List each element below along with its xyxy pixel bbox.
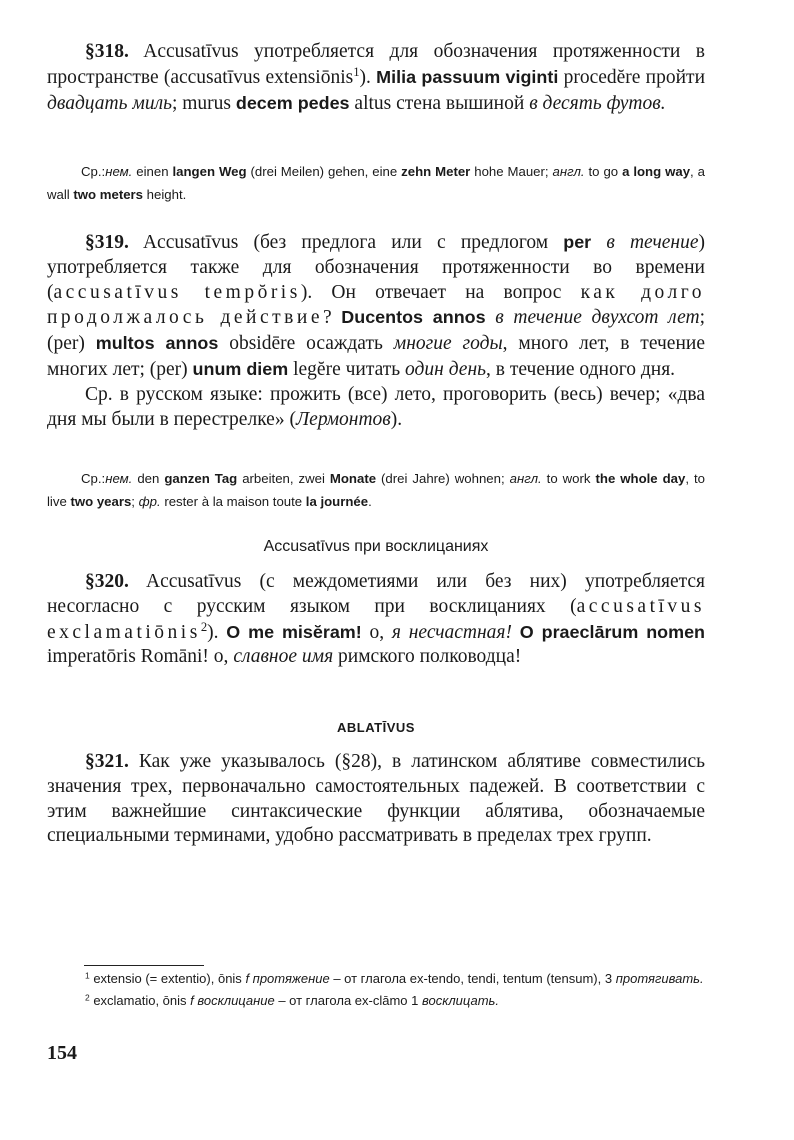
section-number: §319. <box>85 232 129 253</box>
footnote-2: $^2$ exclamatio, ōnis f восклицание – от глагола ex-clāmo 1 восклицать. <box>85 992 500 1008</box>
section-number: §321. <box>85 751 129 772</box>
paragraph-318: §318. Accusatīvus употребляется для обозначения протяженности в пространстве (accusatīvus extensiōnis$^1$). Milia passuum viginti procedĕre пройти двадцать миль; murus decem pedes altus стена вышиной в десять футов. <box>47 41 706 114</box>
comparison-note-318: Ср.:нем. einen langen Weg (drei Meilen) gehen, eine zehn Meter hohe Mauer; англ. to go a long way, a wall two meters height. <box>47 164 705 202</box>
section-heading: Accusatīvus при восклицаниях <box>263 538 489 555</box>
latin-example: decem pedes <box>235 92 350 113</box>
footnote-divider <box>84 965 204 966</box>
latin-example: Milia passuum viginti <box>376 66 559 87</box>
footnotes <box>47 968 705 1012</box>
paragraph-321: §321. Как уже указывалось (§28), в латинском аблятиве совместились значения трех, первоначально самостоятельных падежей. В соответствии с этим важнейшие синтаксические функции аблятива, обозначаемые специальными терминами, удобно рассматривать в пределах трех групп. <box>47 751 705 847</box>
paragraph-319: §319. Accusatīvus (без предлога или с предлогом per в течение) употребляется также для обозначения протяженности во времени (accusatīvus tempŏris). Он отвечает на вопрос как долго продолжалось действие? Ducentos annos в течение двухсот лет; (per) multos annos obsidēre осаждать многие годы, много лет, в течение многих лет; (per) unum diem legĕre читать один день, в течение одного дня. Ср. в русском языке: прожить (все) лето, проговорить (весь) вечер; «два дня мы были в перестрелке» (Лермонтов). <box>47 232 706 430</box>
section-number: §320. <box>85 571 129 592</box>
section-number: §318. <box>85 41 129 62</box>
translation: в десять футов. <box>529 92 666 114</box>
translation: двадцать миль <box>47 92 172 114</box>
footnote-ref-2[interactable]: 2 <box>200 619 208 634</box>
paragraph-320: §320. Accusatīvus (с междометиями или без них) употребляется несогласно с русским языком при восклицаниях (accusatīvus exclamatiōnis$^2$). O me misĕram! о, я несчастная! O praeclārum nomen imperatōris Romāni! о, славное имя римского полководца! <box>47 571 706 668</box>
comparison-note-319: Ср.:нем. den ganzen Tag arbeiten, zwei Monate (drei Jahre) wohnen; англ. to work the whole day, to live two years; фр. rester à la maison toute la journée. <box>47 471 706 509</box>
footnote-ref-1[interactable]: 1 <box>353 64 360 79</box>
chapter-heading: ABLATĪVUS <box>337 720 415 735</box>
footnote-1: $^1$ extensio (= extentio), ōnis f протяжение – от глагола ex-tendo, tendi, tentum (tensum), 3 протягивать. <box>85 970 704 986</box>
page-number: 154 <box>47 1042 77 1064</box>
